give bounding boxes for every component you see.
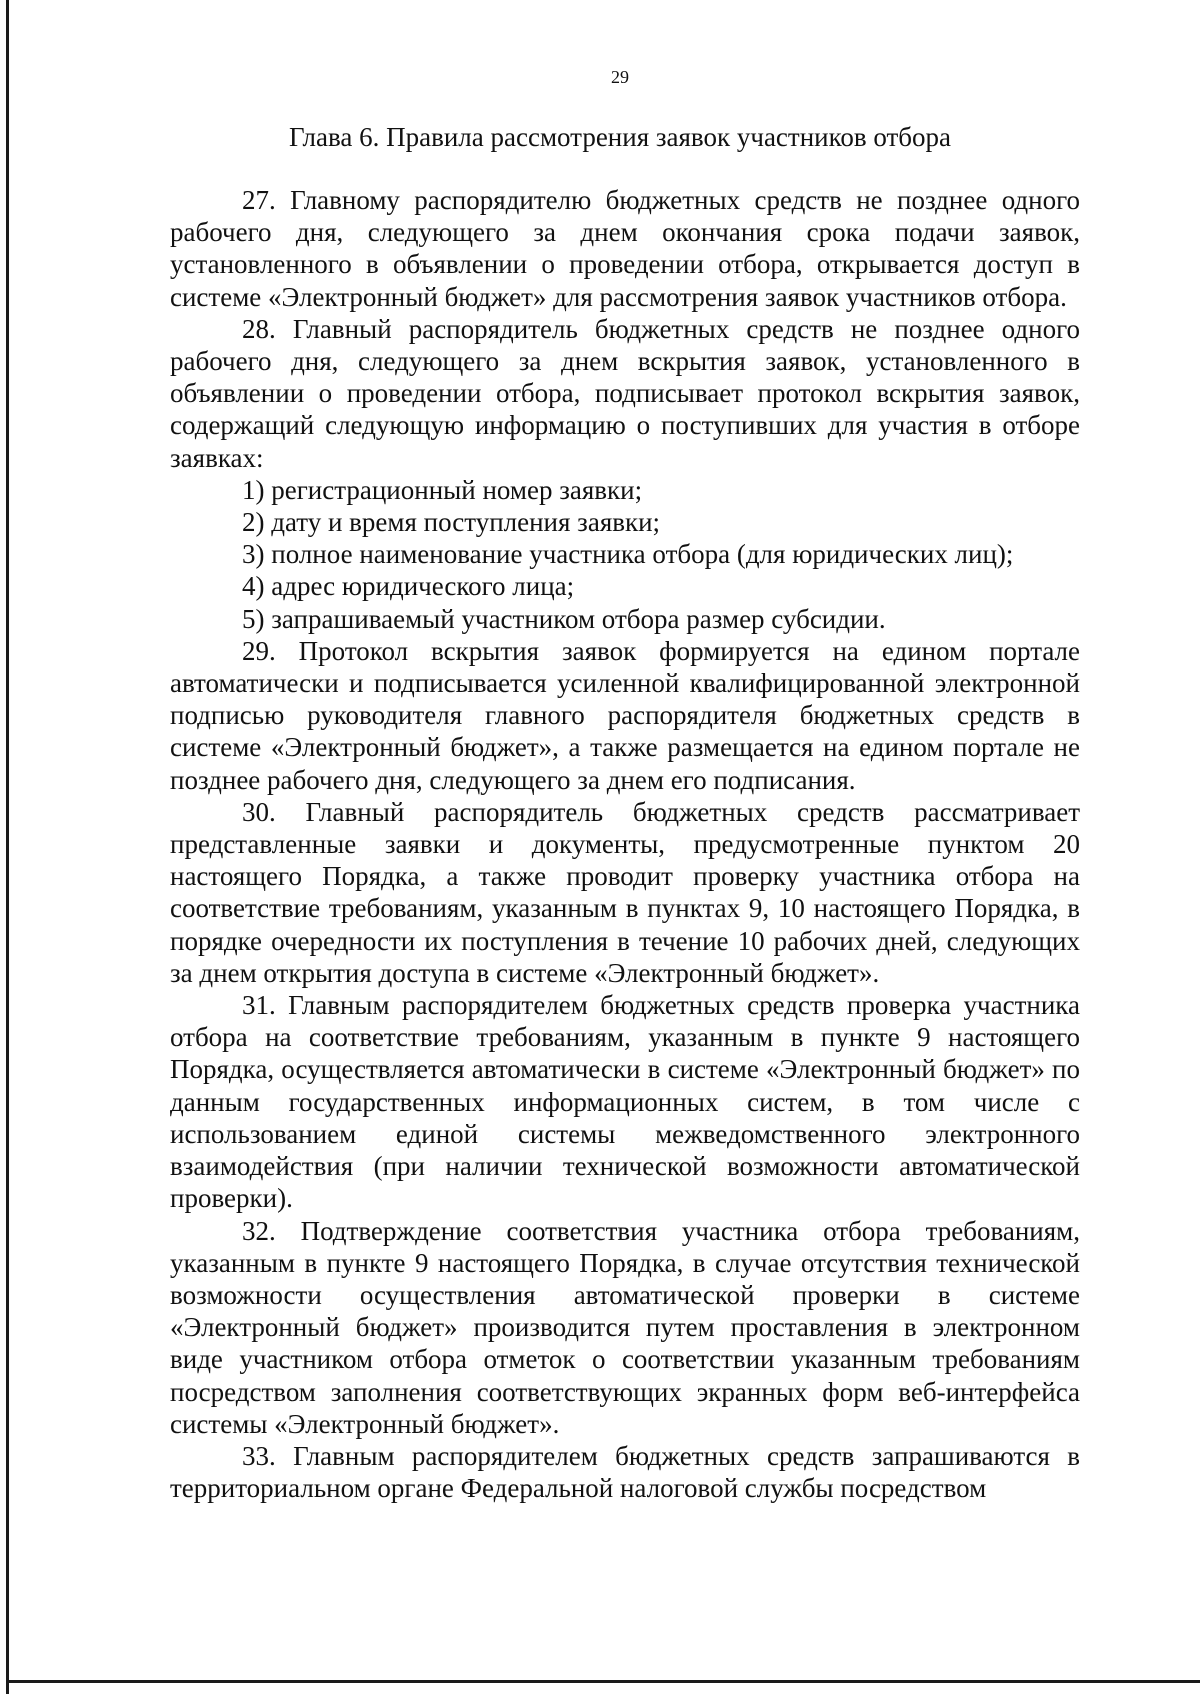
paragraph-28: 28. Главный распорядитель бюджетных средств не позднее одного рабочего дня, следующего за днем вскрытия заявок, установленного в объявлении о проведении отбора, подписывает протокол вскрытия заявок, содержащий следующую информацию о поступивших для участия в отборе заявках:: [170, 313, 1080, 473]
scan-edge-left: [6, 0, 9, 1694]
paragraph-33: 33. Главным распорядителем бюджетных средств запрашиваются в территориальном органе Федеральной налоговой службы посредством: [170, 1440, 1080, 1504]
list-item-3: 3) полное наименование участника отбора (для юридических лиц);: [242, 539, 1014, 570]
chapter-title: Глава 6. Правила рассмотрения заявок участников отбора: [288, 122, 952, 152]
list-item-2: 2) дату и время поступления заявки;: [242, 507, 661, 538]
list-item-1: 1) регистрационный номер заявки;: [242, 474, 643, 505]
paragraph-30: 30. Главный распорядитель бюджетных средств рассматривает представленные заявки и документы, предусмотренные пунктом 20 настоящего Порядка, а также проводит проверку участника отбора на соответствие требованиям, указанным в пунктах 9, 10 настоящего Порядка, в порядке очередности их поступления в течение 10 рабочих дней, следующих за днем открытия доступа в системе «Электронный бюджет».: [170, 796, 1080, 988]
list-item-5: 5) запрашиваемый участником отбора размер субсидии.: [242, 603, 886, 634]
paragraph-29: 29. Протокол вскрытия заявок формируется на едином портале автоматически и подписывается усиленной квалифицированной электронной подписью руководителя главного распорядителя бюджетных средств в системе «Электронный бюджет», а также размещается на едином портале не позднее рабочего дня, следующего за днем его подписания.: [170, 635, 1080, 795]
paragraph-32: 32. Подтверждение соответствия участника отбора требованиям, указанным в пункте 9 настоящего Порядка, в случае отсутствия технической возможности осуществления автоматической проверки в системе «Электронный бюджет» производится путем проставления в электронном виде участником отбора отметок о соответствии указанным требованиям посредством заполнения соответствующих экранных форм веб-интерфейса системы «Электронный бюджет».: [170, 1215, 1080, 1439]
document-body: [170, 184, 1080, 1504]
page-number: 29: [611, 67, 629, 87]
list-item-4: 4) адрес юридического лица;: [242, 571, 575, 602]
paragraph-31: 31. Главным распорядителем бюджетных средств проверка участника отбора на соответствие требованиям, указанным в пункте 9 настоящего Порядка, осуществляется автоматически в системе «Электронный бюджет» по данным государственных информационных систем, в том числе с использованием единой системы межведомственного электронного взаимодействия (при наличии технической возможности автоматической проверки).: [170, 990, 1080, 1214]
scan-edge-bottom: [6, 1680, 1200, 1683]
paragraph-27: 27. Главному распорядителю бюджетных средств не позднее одного рабочего дня, следующего за днем окончания срока подачи заявок, установленного в объявлении о проведении отбора, открывается доступ в системе «Электронный бюджет» для рассмотрения заявок участников отбора.: [170, 185, 1080, 312]
